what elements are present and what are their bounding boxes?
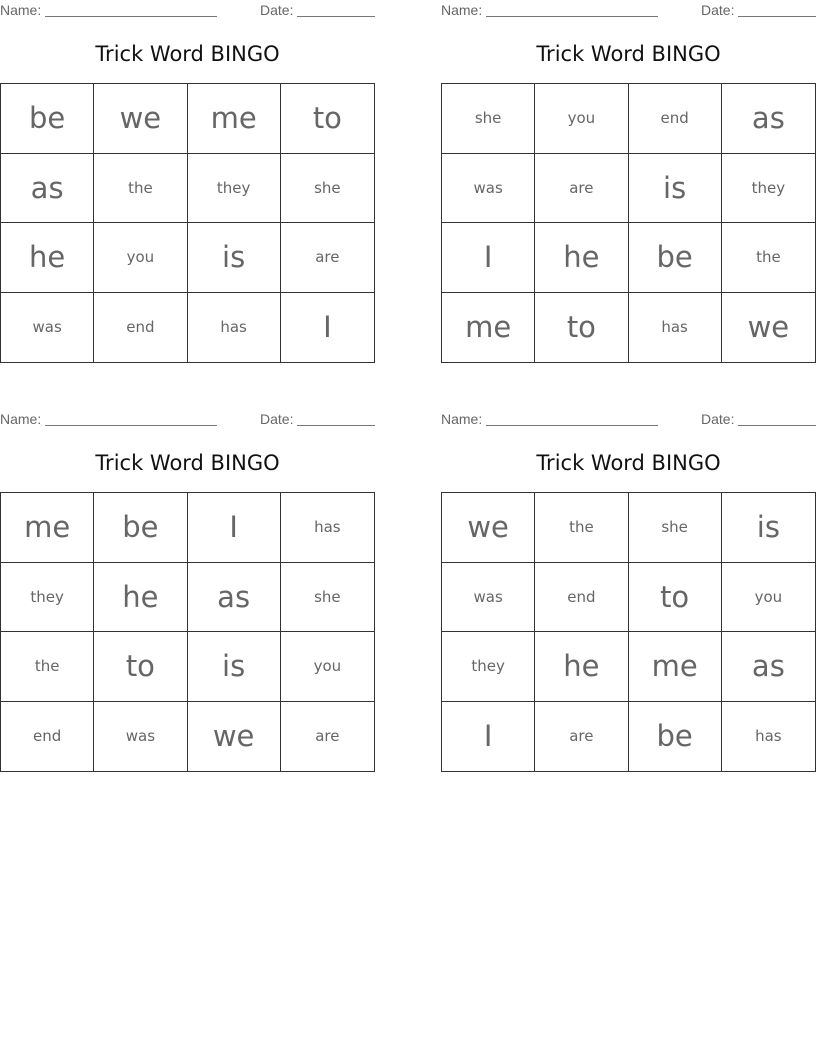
card-title: Trick Word BINGO <box>536 451 721 475</box>
bingo-cell[interactable]: you <box>535 84 628 154</box>
bingo-cell[interactable]: are <box>535 154 628 224</box>
bingo-cell[interactable]: was <box>442 154 535 224</box>
bingo-cell[interactable]: she <box>281 154 374 224</box>
name-blank[interactable] <box>486 16 658 17</box>
bingo-cell[interactable]: has <box>755 727 782 746</box>
bingo-cell[interactable]: as <box>1 154 94 224</box>
bingo-cell[interactable]: was <box>94 702 187 772</box>
bingo-cell[interactable]: me <box>629 632 722 702</box>
bingo-cell[interactable]: I <box>442 223 535 293</box>
date-blank[interactable] <box>297 16 375 17</box>
bingo-cell[interactable]: they <box>722 154 815 224</box>
bingo-cell[interactable]: be <box>629 702 722 772</box>
header-line <box>0 2 375 20</box>
bingo-cell[interactable]: to <box>629 563 722 633</box>
bingo-cell[interactable]: you <box>722 563 815 633</box>
bingo-cell[interactable]: is <box>722 493 815 563</box>
bingo-cell[interactable]: me <box>188 84 281 154</box>
bingo-cell[interactable]: end <box>535 563 628 633</box>
name-blank[interactable] <box>486 425 658 426</box>
date-blank[interactable] <box>738 16 816 17</box>
bingo-cell[interactable]: as <box>722 632 815 702</box>
name-blank[interactable] <box>45 425 217 426</box>
bingo-cell[interactable]: I <box>442 702 535 772</box>
name-label: Name: <box>441 411 483 427</box>
bingo-cell[interactable]: we <box>94 84 187 154</box>
bingo-grid <box>441 492 816 772</box>
date-label: Date: <box>260 411 294 427</box>
bingo-cell[interactable]: is <box>188 632 281 702</box>
bingo-cell[interactable]: he <box>535 632 628 702</box>
bingo-cell[interactable]: the <box>1 632 94 702</box>
bingo-cell[interactable]: to <box>94 632 187 702</box>
date-label: Date: <box>701 2 735 18</box>
bingo-cell[interactable]: to <box>535 293 628 363</box>
bingo-cell[interactable]: she <box>442 84 535 154</box>
bingo-cell[interactable]: the <box>94 154 187 224</box>
bingo-cell[interactable]: end <box>94 293 187 363</box>
bingo-cell[interactable]: end <box>1 702 94 772</box>
card-title: Trick Word BINGO <box>536 42 721 66</box>
date-blank[interactable] <box>738 425 816 426</box>
card-title: Trick Word BINGO <box>95 42 280 66</box>
name-label: Name: <box>441 2 483 18</box>
bingo-cell[interactable]: be <box>94 493 187 563</box>
bingo-cell[interactable]: be <box>1 84 94 154</box>
bingo-cell[interactable]: be <box>629 223 722 293</box>
bingo-cell[interactable]: are <box>281 223 374 293</box>
name-label: Name: <box>0 411 42 427</box>
date-blank[interactable] <box>297 425 375 426</box>
bingo-cell[interactable]: are <box>535 702 628 772</box>
bingo-cell[interactable]: he <box>94 563 187 633</box>
name-blank[interactable] <box>45 16 217 17</box>
bingo-cell[interactable]: as <box>188 563 281 633</box>
bingo-cell[interactable]: you <box>94 223 187 293</box>
bingo-cell[interactable]: you <box>281 632 374 702</box>
bingo-cell[interactable]: they <box>1 563 94 633</box>
bingo-cell[interactable]: is <box>188 223 281 293</box>
bingo-cell[interactable]: she <box>281 563 374 633</box>
bingo-cell[interactable]: me <box>1 493 94 563</box>
name-label: Name: <box>0 2 42 18</box>
header-line <box>0 411 375 429</box>
bingo-cell[interactable]: he <box>535 223 628 293</box>
card-title: Trick Word BINGO <box>95 451 280 475</box>
bingo-cell[interactable]: the <box>535 493 628 563</box>
bingo-cell[interactable]: we <box>188 702 281 772</box>
bingo-cell[interactable]: we <box>747 310 790 345</box>
bingo-cell[interactable]: me <box>442 293 535 363</box>
bingo-grid <box>0 83 375 363</box>
bingo-cell[interactable]: they <box>442 632 535 702</box>
bingo-cell[interactable]: to <box>281 84 374 154</box>
bingo-cell[interactable]: are <box>315 727 340 746</box>
bingo-cell[interactable]: end <box>629 84 722 154</box>
bingo-cell[interactable]: the <box>722 223 815 293</box>
date-label: Date: <box>260 2 294 18</box>
bingo-cell[interactable]: was <box>1 293 94 363</box>
bingo-cell[interactable]: he <box>1 223 94 293</box>
bingo-cell[interactable]: I <box>188 493 281 563</box>
header-line <box>441 411 816 429</box>
bingo-cell[interactable]: we <box>442 493 535 563</box>
bingo-cell[interactable]: is <box>629 154 722 224</box>
bingo-cell[interactable]: she <box>629 493 722 563</box>
bingo-cell[interactable]: I <box>323 310 332 345</box>
bingo-cell[interactable]: has <box>188 293 281 363</box>
date-label: Date: <box>701 411 735 427</box>
bingo-cell[interactable]: has <box>281 493 374 563</box>
bingo-grid <box>0 492 375 772</box>
bingo-cell[interactable]: was <box>442 563 535 633</box>
bingo-grid <box>441 83 816 363</box>
bingo-cell[interactable]: has <box>629 293 722 363</box>
bingo-cell[interactable]: they <box>188 154 281 224</box>
bingo-cell[interactable]: as <box>722 84 815 154</box>
header-line <box>441 2 816 20</box>
